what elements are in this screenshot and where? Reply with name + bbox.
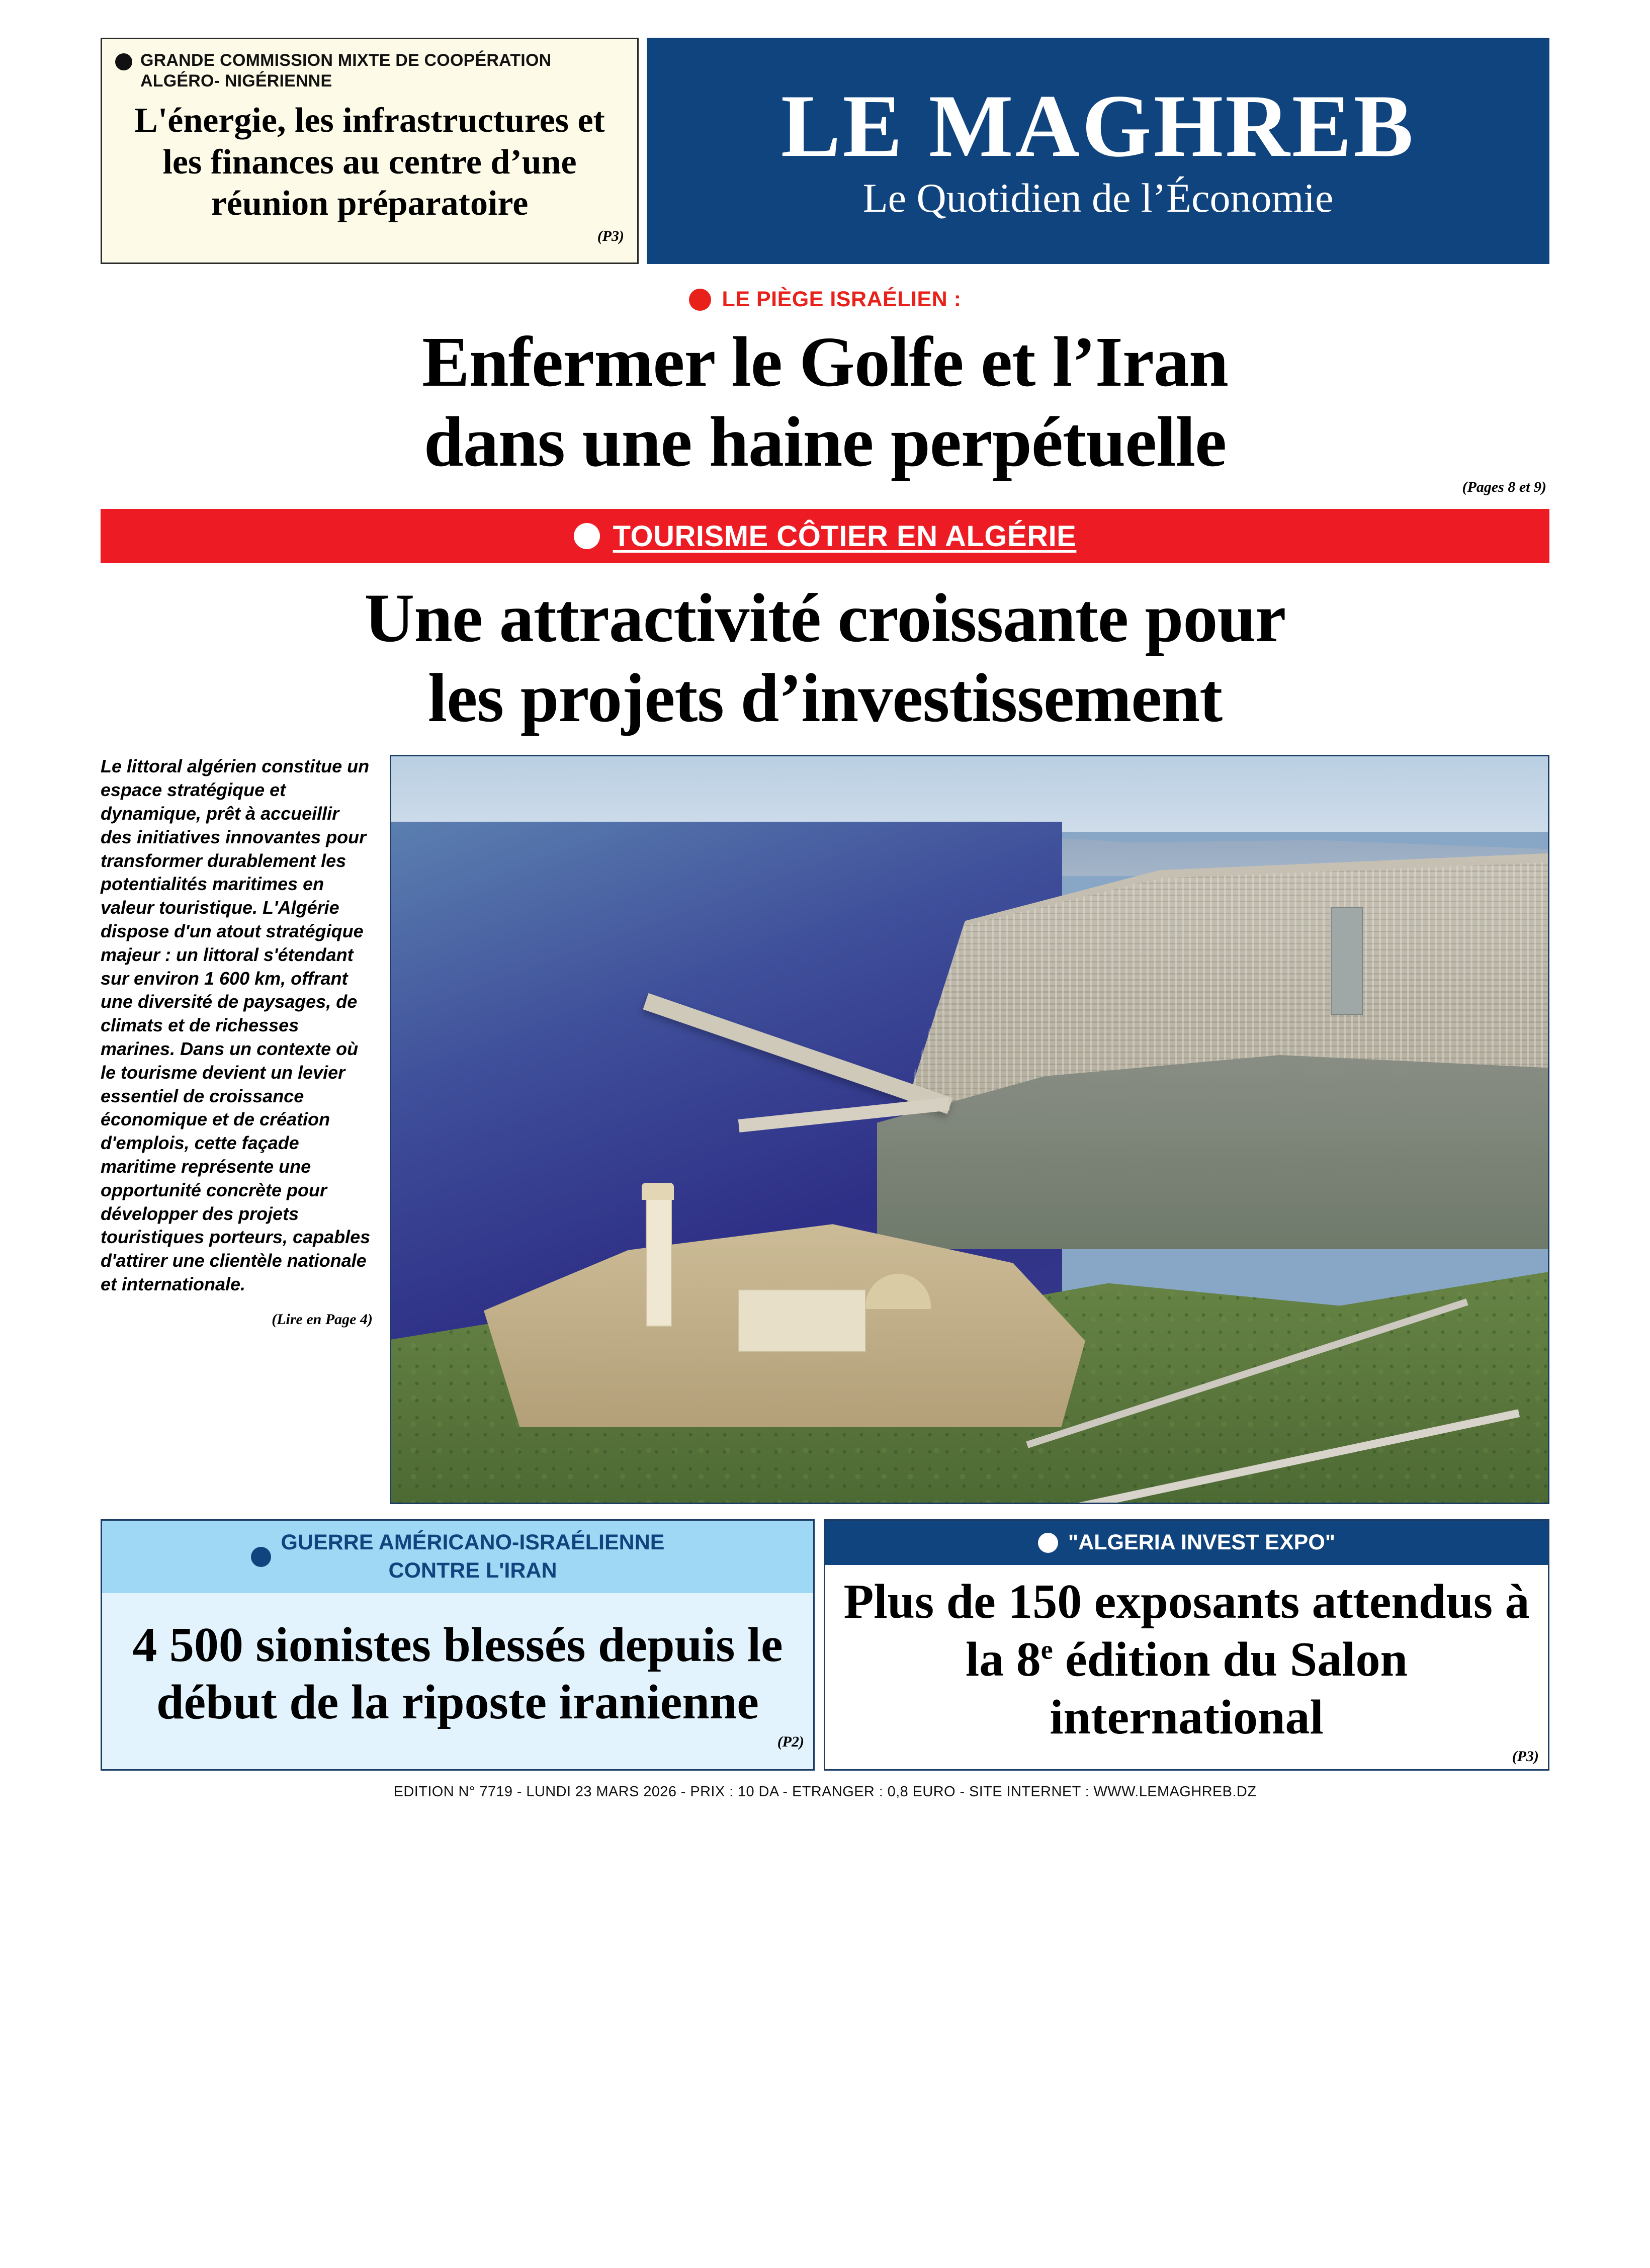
- bullet-dot-icon: [251, 1547, 271, 1567]
- bullet-dot-icon: [115, 53, 132, 70]
- main-feature: [101, 755, 1549, 1504]
- photo-sky: [391, 756, 1548, 832]
- section-banner-label: TOURISME CÔTIER EN ALGÉRIE: [613, 519, 1077, 553]
- lead-pages-ref: (Pages 8 et 9): [1462, 479, 1546, 496]
- main-headline: [101, 578, 1549, 738]
- masthead-subtitle: Le Quotidien de l’Économie: [862, 175, 1334, 221]
- main-headline-line1: Une attractivité croissante pour: [364, 579, 1286, 657]
- story-headline-expo: [834, 1573, 1539, 1746]
- lead-headline: [101, 322, 1549, 482]
- photo-highrise: [1331, 907, 1363, 1015]
- teaser-page-ref: (P3): [597, 227, 624, 244]
- story-kicker-line2: CONTRE L'IRAN: [388, 1558, 557, 1583]
- photo-minaret: [646, 1199, 672, 1327]
- main-standfirst-column: [101, 755, 390, 1329]
- story-box-algeria-invest-expo[interactable]: [824, 1519, 1549, 1771]
- masthead-title: LE MAGHREB: [780, 75, 1416, 176]
- bullet-dot-icon: [1038, 1533, 1058, 1553]
- story-kicker-line1: GUERRE AMÉRICANO-ISRAÉLIENNE: [281, 1530, 665, 1555]
- section-banner-tourism[interactable]: [101, 509, 1549, 563]
- teaser-box-cooperation[interactable]: [101, 38, 639, 264]
- edition-footer: EDITION N° 7719 - LUNDI 23 MARS 2026 - PRIX : 10 DA - ETRANGER : 0,8 EURO - SITE INTERNET : WWW.LEMAGHREB.DZ: [393, 1784, 1257, 1800]
- coastal-city-photo: [390, 755, 1549, 1504]
- masthead: [647, 38, 1549, 264]
- bottom-stories: [101, 1519, 1549, 1771]
- story-page-ref-iran-war: (P2): [777, 1733, 804, 1750]
- story-kicker-label: "ALGERIA INVEST EXPO": [1068, 1530, 1336, 1555]
- teaser-headline: L'énergie, les infrastructures et les finances au centre d’une réunion préparatoire: [134, 101, 605, 223]
- story-kicker-expo: [825, 1521, 1548, 1565]
- teaser-kicker-label: GRANDE COMMISSION MIXTE DE COOPÉRATION ALGÉRO- NIGÉRIENNE: [140, 51, 552, 91]
- story-page-ref-expo: (P3): [1512, 1748, 1539, 1765]
- story-headline-expo-ordinal: e: [1040, 1634, 1053, 1665]
- lead-kicker-label: LE PIÈGE ISRAÉLIEN :: [722, 287, 962, 311]
- lead-kicker: [101, 287, 1549, 312]
- story-box-iran-war[interactable]: [101, 1519, 815, 1771]
- story-headline-expo-part1: Plus de 150 exposants attendus à la 8: [843, 1575, 1530, 1687]
- top-bar: [101, 0, 1549, 264]
- story-body-iran-war: [102, 1593, 813, 1769]
- lead-story[interactable]: [101, 287, 1549, 496]
- bullet-dot-icon: [574, 523, 600, 549]
- story-kicker-label: [281, 1529, 665, 1585]
- lead-headline-line2: dans une haine perpétuelle: [423, 402, 1227, 482]
- main-page-ref: (Lire en Page 4): [272, 1311, 373, 1328]
- main-standfirst: Le littoral algérien constitue un espace stratégique et dynamique, prêt à accueillir des initiatives innovantes pour transformer durablement les potentialités maritimes en valeur touristique. L'Algérie dispose d'un atout stratégique majeur : un littoral s'étendant sur environ 1 600 km, offrant une diversité de paysages, de climats et de richesses marines. Dans un contexte où le tourisme devient un levier essentiel de croissance économique et de création d'emplois, cette façade maritime représente une opportunité concrète pour développer des projets touristiques porteurs, capables d'attirer une clientèle nationale et internationale.: [101, 756, 371, 1294]
- bullet-dot-icon: [689, 289, 711, 311]
- photo-mosque: [738, 1289, 866, 1352]
- teaser-kicker: [115, 50, 624, 92]
- story-headline-expo-part2: édition du Salon international: [1050, 1632, 1408, 1744]
- story-kicker-iran-war: [102, 1521, 813, 1593]
- lead-headline-line1: Enfermer le Golfe et l’Iran: [422, 322, 1228, 401]
- story-body-expo: [825, 1565, 1548, 1769]
- main-headline-line2: les projets d’investissement: [427, 659, 1223, 736]
- story-headline-iran-war: 4 500 sionistes blessés depuis le début de la riposte iranienne: [132, 1617, 783, 1730]
